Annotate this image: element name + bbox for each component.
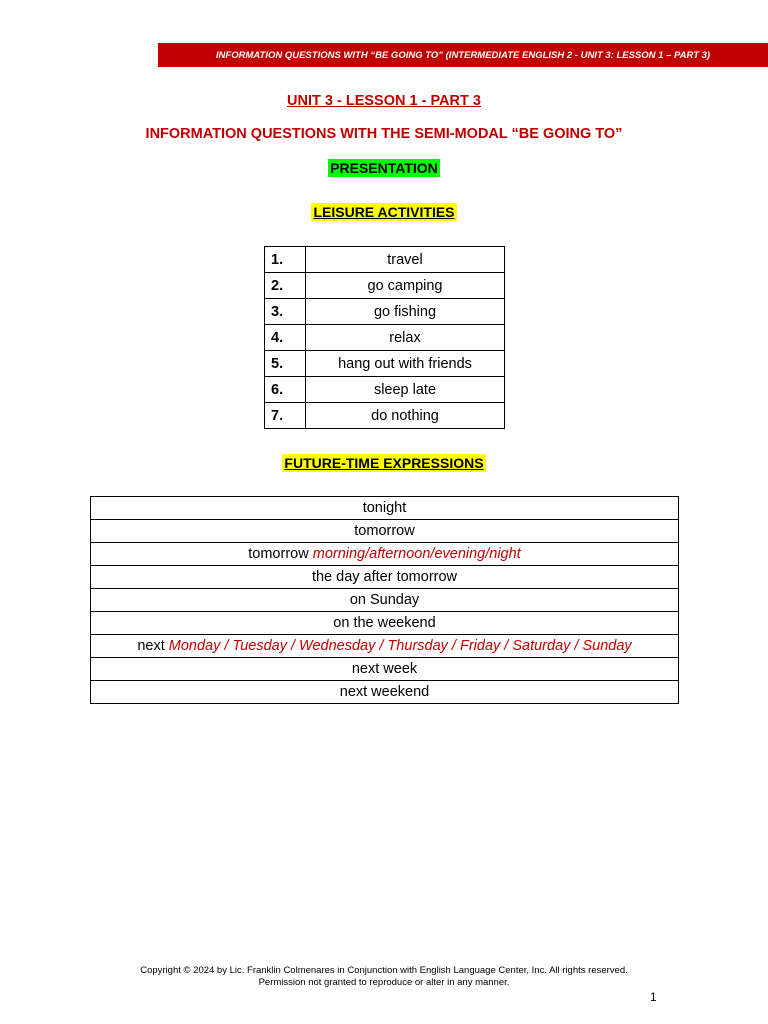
activity-cell: sleep late <box>306 377 505 403</box>
table-row <box>91 635 679 658</box>
expression-accent: Monday / Tuesday / Wednesday / Thursday / Friday / Saturday / Sunday <box>168 638 632 654</box>
table-row <box>91 681 679 704</box>
main-title: INFORMATION QUESTIONS WITH THE SEMI-MODAL “BE GOING TO” <box>145 126 623 142</box>
permission-line: Permission not granted to reproduce or alter in any manner. <box>258 977 510 988</box>
expression-cell <box>91 681 679 704</box>
future-heading <box>0 454 768 473</box>
activity-cell: go fishing <box>306 299 505 325</box>
expression-cell <box>91 520 679 543</box>
copyright-footer <box>0 965 768 989</box>
expression-cell <box>91 566 679 589</box>
copyright-line: Copyright © 2024 by Lic. Franklin Colmenares in Conjunction with English Language Center, Inc. All rights reserved. <box>140 965 628 976</box>
activity-cell: go camping <box>306 273 505 299</box>
header-banner-text: INFORMATION QUESTIONS WITH “BE GOING TO” (INTERMEDIATE ENGLISH 2 - UNIT 3: LESSON 1 – PART 3) <box>215 49 711 61</box>
expression-cell <box>91 497 679 520</box>
expression-text: next <box>137 638 169 654</box>
activity-cell: hang out with friends <box>306 351 505 377</box>
table-row <box>265 351 505 377</box>
expression-text: tomorrow <box>354 523 415 539</box>
table-row <box>91 589 679 612</box>
page-number: 1 <box>650 990 657 1004</box>
expression-text: next weekend <box>339 684 430 700</box>
table-row <box>265 299 505 325</box>
row-number: 4. <box>265 325 306 351</box>
table-row <box>265 273 505 299</box>
expression-accent: morning/afternoon/evening/night <box>312 546 521 562</box>
leisure-label: LEISURE ACTIVITIES <box>313 204 455 220</box>
table-row <box>91 543 679 566</box>
table-row <box>91 497 679 520</box>
row-number: 5. <box>265 351 306 377</box>
table-row <box>91 658 679 681</box>
row-number: 3. <box>265 299 306 325</box>
future-time-table <box>90 496 679 704</box>
row-number: 7. <box>265 403 306 429</box>
leisure-heading <box>0 203 768 222</box>
table-row <box>91 566 679 589</box>
row-number: 2. <box>265 273 306 299</box>
table-row <box>265 377 505 403</box>
expression-text: on Sunday <box>349 592 420 608</box>
table-row <box>265 325 505 351</box>
table-row <box>91 612 679 635</box>
table-row <box>265 403 505 429</box>
activity-cell: relax <box>306 325 505 351</box>
expression-text: the day after tomorrow <box>311 569 458 585</box>
expression-text: on the weekend <box>333 615 436 631</box>
row-number: 6. <box>265 377 306 403</box>
activity-cell: travel <box>306 247 505 273</box>
expression-cell <box>91 589 679 612</box>
future-label: FUTURE-TIME EXPRESSIONS <box>284 455 484 471</box>
expression-cell <box>91 543 679 566</box>
expression-text: next week <box>351 661 418 677</box>
activity-cell: do nothing <box>306 403 505 429</box>
presentation-label: PRESENTATION <box>330 160 438 176</box>
table-row <box>265 247 505 273</box>
header-banner <box>158 43 768 67</box>
expression-text: tonight <box>362 500 407 516</box>
expression-cell <box>91 635 679 658</box>
expression-text: tomorrow <box>248 546 313 562</box>
expression-cell <box>91 658 679 681</box>
expression-cell <box>91 612 679 635</box>
presentation-heading <box>0 159 768 178</box>
leisure-activities-table <box>264 246 505 429</box>
table-row <box>91 520 679 543</box>
row-number: 1. <box>265 247 306 273</box>
lesson-title: UNIT 3 - LESSON 1 - PART 3 <box>287 93 481 109</box>
